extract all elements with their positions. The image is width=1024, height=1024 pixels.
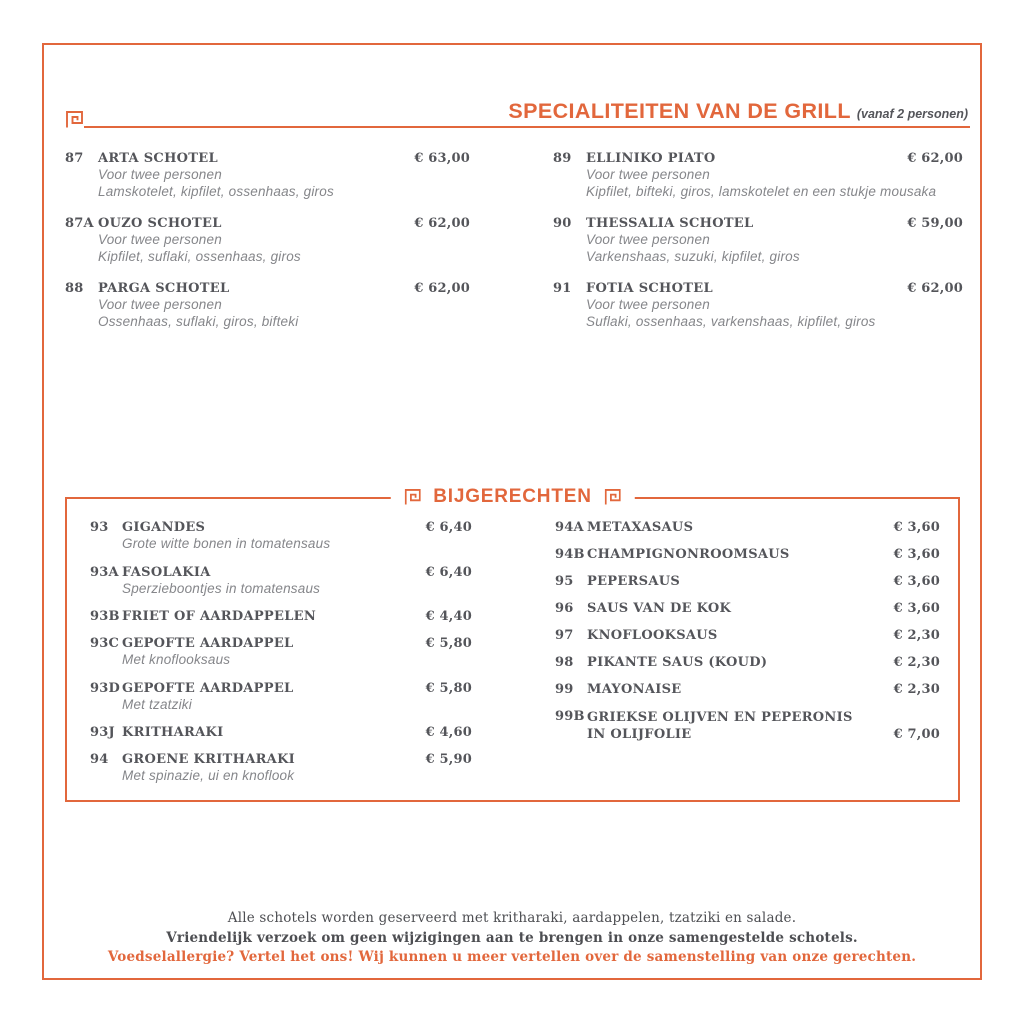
footer-serving-note: Alle schotels worden geserveerd met kritharaki, aardappelen, tzatziki en salade.: [227, 910, 797, 926]
item-name: GEPOFTE AARDAPPEL: [122, 680, 294, 696]
item-price: € 3,60: [893, 547, 940, 562]
sides-column-right: [555, 520, 940, 797]
footer-request-note: Vriendelijk verzoek om geen wijzigingen aan te brengen in onze samengestelde schotels.: [166, 929, 858, 946]
menu-item: [65, 215, 470, 265]
item-number: 97: [555, 628, 574, 643]
item-number: 87: [65, 151, 84, 166]
item-number: 98: [555, 655, 574, 670]
grill-section-title: SPECIALITEITEN VAN DE GRILL: [508, 99, 851, 123]
item-description: Met tzatziki: [122, 696, 192, 712]
item-name: CHAMPIGNONROOMSAUS: [587, 547, 790, 562]
item-price: € 59,00: [907, 216, 963, 231]
sides-section-box: [65, 486, 960, 802]
item-description: Ossenhaas, suflaki, giros, bifteki: [98, 313, 299, 329]
footer-allergy-note: Voedselallergie? Vertel het ons! Wij kunnen u meer vertellen over de samenstelling van onze gerechten.: [107, 949, 917, 965]
item-name: GIGANDES: [122, 520, 206, 535]
menu-item: [90, 565, 472, 598]
grill-items: [65, 150, 963, 345]
item-serving-note: Voor twee personen: [586, 297, 710, 312]
item-name: KRITHARAKI: [122, 725, 224, 740]
item-number: 93C: [90, 636, 120, 651]
menu-item: [553, 215, 963, 265]
item-description: Varkenshaas, suzuki, kipfilet, giros: [586, 248, 800, 264]
item-price: € 6,40: [425, 564, 472, 580]
item-number: 94B: [555, 547, 585, 562]
item-number: 93: [90, 520, 109, 535]
item-number: 94: [90, 752, 109, 767]
item-price: € 4,60: [425, 725, 472, 740]
item-number: 93B: [90, 609, 120, 624]
item-name: PEPERSAUS: [587, 574, 681, 589]
item-name: FASOLAKIA: [122, 564, 211, 580]
item-number: 90: [553, 216, 572, 231]
menu-item: [555, 574, 940, 590]
menu-item: [555, 547, 940, 563]
item-price: € 5,80: [425, 636, 472, 651]
item-description: Suflaki, ossenhaas, varkenshaas, kipfilet, giros: [586, 313, 876, 329]
greek-key-icon: [66, 111, 83, 128]
item-serving-note: Voor twee personen: [98, 297, 222, 312]
item-number: 96: [555, 601, 574, 616]
menu-item: [65, 280, 470, 330]
item-price: € 62,00: [414, 281, 470, 296]
item-number: 93A: [90, 564, 119, 580]
item-name: GROENE KRITHARAKI: [122, 752, 296, 767]
item-name: ARTA SCHOTEL: [98, 151, 218, 166]
item-number: 93D: [90, 680, 120, 696]
item-number: 91: [553, 281, 572, 296]
item-name: METAXASAUS: [587, 520, 694, 535]
item-price: € 3,60: [893, 520, 940, 535]
grill-section-subtitle: (vanaf 2 personen): [856, 107, 968, 121]
item-serving-note: Voor twee personen: [98, 232, 222, 247]
item-price: € 5,90: [425, 752, 472, 767]
menu-item: [90, 609, 472, 625]
item-name: THESSALIA SCHOTEL: [586, 216, 754, 231]
menu-item: [555, 628, 940, 644]
menu-item: [555, 601, 940, 617]
item-number: 99B: [555, 709, 585, 724]
item-price: € 62,00: [907, 151, 963, 166]
item-price: € 2,30: [893, 655, 940, 670]
item-price: € 5,80: [425, 680, 472, 696]
item-price: € 2,30: [893, 628, 940, 643]
item-name: MAYONAISE: [587, 682, 682, 697]
item-description: Sperzieboontjes in tomatensaus: [122, 580, 321, 596]
section-divider-line: [84, 126, 970, 128]
grill-column-right: [553, 150, 963, 345]
item-name: KNOFLOOKSAUS: [587, 628, 718, 643]
menu-item: [555, 709, 940, 743]
menu-item: [90, 752, 472, 785]
menu-item: [90, 636, 472, 669]
item-name: GEPOFTE AARDAPPEL: [122, 636, 294, 651]
grill-column-left: [65, 150, 470, 345]
greek-key-icon: [605, 489, 621, 505]
menu-item: [555, 682, 940, 698]
item-name: SAUS VAN DE KOK: [587, 601, 732, 616]
menu-item: [553, 280, 963, 330]
greek-key-icon: [404, 489, 420, 505]
item-price: € 3,60: [893, 601, 940, 616]
item-name: FOTIA SCHOTEL: [586, 281, 713, 296]
item-name: FRIET OF AARDAPPELEN: [122, 609, 317, 624]
item-price: € 3,60: [893, 574, 940, 589]
item-description: Grote witte bonen in tomatensaus: [122, 536, 331, 551]
item-name: PARGA SCHOTEL: [98, 281, 230, 296]
item-description: Lamskotelet, kipfilet, ossenhaas, giros: [98, 183, 334, 199]
item-number: 94A: [555, 520, 584, 535]
item-number: 93J: [90, 725, 115, 740]
item-serving-note: Voor twee personen: [586, 232, 710, 247]
sides-section-header: [390, 486, 634, 508]
item-number: 89: [553, 151, 572, 166]
sides-items: [90, 520, 940, 797]
grill-section-header: [508, 99, 968, 124]
item-number: 87A: [65, 216, 94, 231]
menu-item: [555, 520, 940, 536]
menu-item: [90, 520, 472, 553]
item-price: € 63,00: [414, 151, 470, 166]
item-name: PIKANTE SAUS (KOUD): [587, 655, 768, 670]
item-serving-note: Voor twee personen: [98, 167, 222, 182]
menu-item: [65, 150, 470, 200]
menu-footer-notes: [0, 909, 1024, 968]
item-number: 99: [555, 682, 574, 697]
item-price: € 4,40: [425, 609, 472, 624]
item-name: GRIEKSE OLIJVEN EN PEPERONIS IN OLIJFOLIE: [587, 710, 853, 742]
item-number: 88: [65, 281, 84, 296]
menu-item: [90, 681, 472, 714]
item-price: € 2,30: [893, 682, 940, 697]
sides-section-title: BIJGERECHTEN: [433, 486, 592, 507]
item-serving-note: Voor twee personen: [586, 167, 710, 182]
item-price: € 62,00: [414, 216, 470, 231]
menu-item: [555, 655, 940, 671]
item-number: 95: [555, 574, 574, 589]
item-description: Met spinazie, ui en knoflook: [122, 768, 295, 783]
sides-column-left: [90, 520, 472, 797]
item-price: € 62,00: [907, 281, 963, 296]
item-description: Met knoflooksaus: [122, 652, 231, 667]
item-name: OUZO SCHOTEL: [98, 216, 222, 231]
item-description: Kipfilet, bifteki, giros, lamskotelet en een stukje mousaka: [586, 183, 937, 199]
item-price: € 6,40: [425, 520, 472, 535]
item-price: € 7,00: [893, 727, 940, 742]
item-description: Kipfilet, suflaki, ossenhaas, giros: [98, 248, 301, 264]
menu-item: [90, 725, 472, 741]
menu-item: [553, 150, 963, 200]
item-name: ELLINIKO PIATO: [586, 151, 716, 166]
